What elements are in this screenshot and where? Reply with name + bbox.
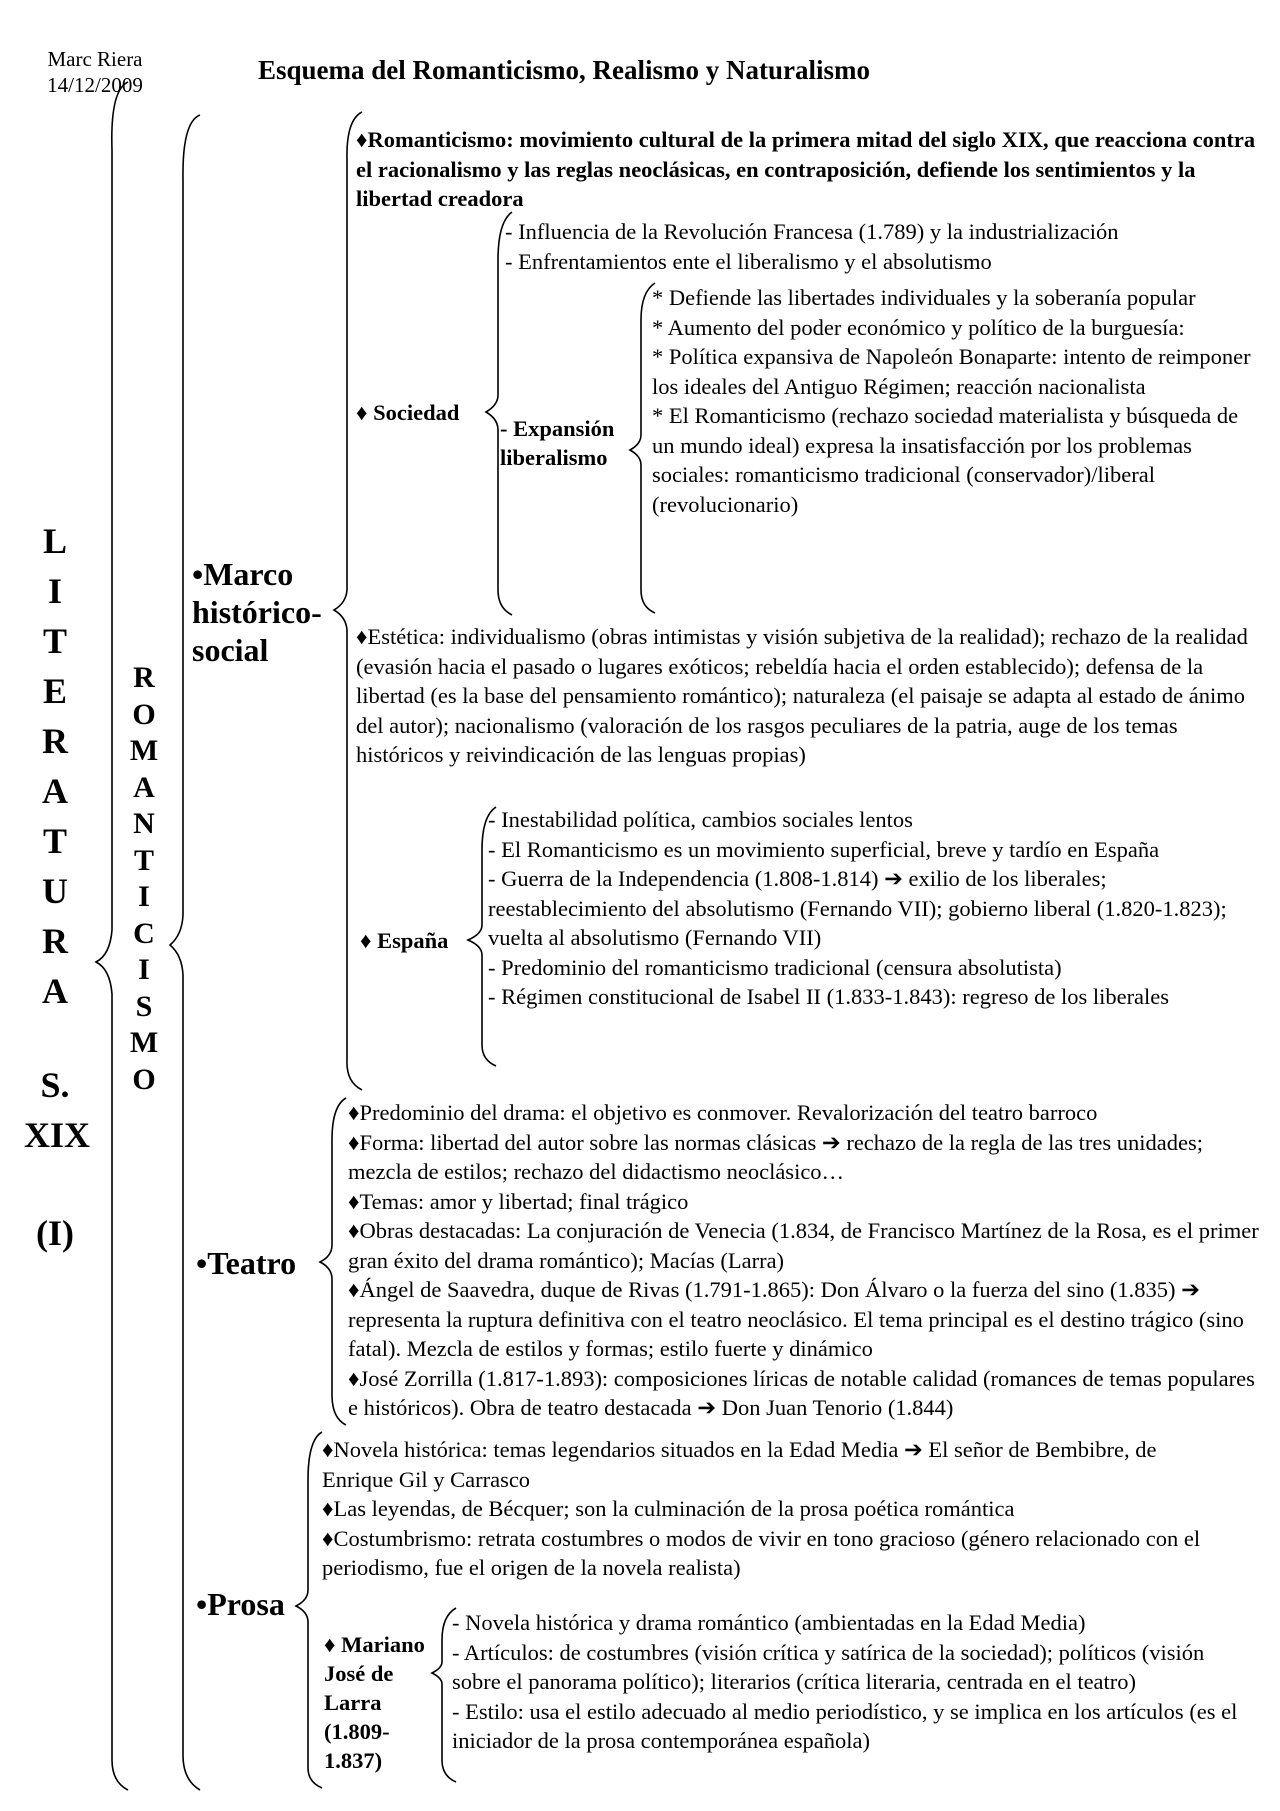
xix-label: XIX [24, 1115, 91, 1155]
list-item: - Influencia de la Revolución Francesa (1.789) y la industrialización [505, 219, 1119, 244]
larra-items [452, 1608, 1242, 1756]
list-item: - Estilo: usa el estilo adecuado al medio periodístico, y se implica en los artículos (es el iniciador de la prosa contemporánea española) [452, 1698, 1238, 1753]
list-item: ♦ Ángel de Saavedra, duque de Rivas (1.791-1.865): Don Álvaro o la fuerza del sino (1.835) ➔ representa la ruptura definitiva con el teatro neoclásico. El tema principal es el destino trágico (sino fatal). Mezcla de estilos y formas; estilo fuerte y dinámico [348, 1275, 1268, 1364]
list-item: ♦ Costumbrismo: retrata costumbres o modos de vivir en tono gracioso (género relacionado con el periodismo, fue el origen de la novela realista) [322, 1524, 1222, 1583]
letter: T [42, 621, 67, 661]
letter: N [133, 807, 155, 840]
list-item: ♦ José Zorrilla (1.817-1.893): composiciones líricas de notable calidad (romances de temas populares e históricos). Obra de teatro destacada ➔ Don Juan Tenorio (1.844) [348, 1364, 1268, 1423]
letter: R [42, 921, 68, 961]
list-item: - Guerra de la Independencia (1.808-1.814) ➔ exilio de los liberales; reestablecimiento del absolutismo (Fernando VII); gobierno liberal (1.820-1.823); vuelta al absolutismo (Fernando VII) [488, 866, 1227, 950]
list-item: * Política expansiva de Napoleón Bonaparte: intento de reimponer los ideales del Antiguo Régimen; reacción nacionalista [652, 344, 1251, 399]
estetica-block: ♦ Estética: individualismo (obras intimistas y visión subjetiva de la realidad); rechazo de la realidad (evasión hacia el pasado o lugares exóticos; rebeldía hacia el orden establecido); defensa de la libertad (es la base del pensamiento romántico); naturaleza (el paisaje se adapta al estado de ánimo del autor); nacionalismo (valoración de los rasgos peculiares de la patria, auge de los temas históricos y reivindicación de las lenguas propias) [356, 622, 1256, 770]
list-item: * Aumento del poder económico y político de la burguesía: [652, 314, 1185, 340]
larra-label: ♦ Mariano José de Larra (1.809- 1.837) [324, 1632, 425, 1773]
letter: R [133, 661, 155, 694]
letter: S [135, 989, 153, 1023]
prosa-label: •Prosa [196, 1586, 285, 1622]
list-item: - Enfrentamientos ente el liberalismo y el absolutismo [505, 248, 992, 274]
letter: M [129, 1026, 159, 1059]
siglo-label: S. [40, 1065, 70, 1105]
letter: O [132, 1062, 156, 1096]
letter: M [129, 734, 159, 767]
date: 14/12/2009 [47, 73, 143, 97]
list-item: ♦ Novela histórica: temas legendarios situados en la Edad Media ➔ El señor de Bembibre, de Enrique Gil y Carrasco [322, 1435, 1222, 1494]
teatro-label: •Teatro [196, 1245, 297, 1281]
brace-teatro [320, 1098, 346, 1425]
romanticismo-vertical [124, 660, 164, 1098]
expansion-items [652, 283, 1252, 519]
list-item: - Predominio del romanticismo tradicional (censura absolutista) [488, 954, 1062, 980]
list-item: - Artículos: de costumbres (visión crítica y satírica de la sociedad); políticos (visión sobre el panorama político); literarios (crítica literaria, centrada en el teatro) [452, 1639, 1205, 1694]
list-item: ♦ Obras destacadas: La conjuración de Venecia (1.834, de Francisco Martínez de la Rosa, es el primer gran éxito del drama romántico); Macías (Larra) [348, 1216, 1268, 1275]
brace-prosa [296, 1432, 322, 1788]
list-item: * Defiende las libertades individuales y la soberanía popular [652, 285, 1196, 310]
author: Marc Riera [47, 47, 143, 71]
list-item: ♦ Las leyendas, de Bécquer; son la culminación de la prosa poética romántica [322, 1494, 1222, 1524]
list-item: - Inestabilidad política, cambios sociales lentos [488, 807, 913, 832]
brace-romanticismo [170, 115, 200, 1790]
letter: T [133, 843, 154, 877]
teatro-items [348, 1098, 1268, 1423]
expansion-label: - Expansión liberalismo [500, 416, 615, 470]
espana-label: ♦ España [360, 928, 449, 953]
list-item: - El Romanticismo es un movimiento superficial, breve y tardío en España [488, 836, 1160, 862]
romanticismo-definition: ♦ Romanticismo: movimiento cultural de la primera mitad del siglo XIX, que reacciona contra el racionalismo y las reglas neoclásicas, en contraposición, defiende los sentimientos y la libertad creadora [356, 125, 1256, 214]
list-item: ♦ Predominio del drama: el objetivo es conmover. Revalorización del teatro barroco [348, 1098, 1268, 1128]
espana-items [488, 805, 1258, 1012]
letter: A [133, 770, 155, 804]
part-label: (I) [36, 1213, 74, 1253]
literatura-vertical [25, 516, 85, 1016]
letter: T [42, 821, 67, 861]
list-item: ♦ Temas: amor y libertad; final trágico [348, 1187, 1268, 1217]
letter: L [42, 521, 67, 561]
marco-label: •Marco histórico- social [192, 556, 322, 668]
letter: R [42, 721, 68, 761]
letter: U [42, 871, 68, 911]
list-item: * El Romanticismo (rechazo sociedad materialista y búsqueda de un mundo ideal) expresa la insatisfacción por los problemas sociales: romanticismo tradicional (conservador)/liberal (revolucionario) [652, 403, 1239, 517]
list-item: - Régimen constitucional de Isabel II (1.833-1.843): regreso de los liberales [488, 984, 1170, 1009]
sociedad-items [505, 217, 1265, 276]
letter: E [42, 671, 67, 711]
letter: I [138, 953, 150, 986]
letter: I [47, 571, 62, 611]
letter: O [132, 697, 156, 731]
letter: C [133, 916, 155, 950]
prosa-items [322, 1435, 1222, 1583]
letter: A [42, 971, 68, 1011]
list-item: - Novela histórica y drama romántico (ambientadas en la Edad Media) [452, 1610, 1086, 1635]
letter: A [42, 771, 68, 811]
list-item: ♦ Forma: libertad del autor sobre las normas clásicas ➔ rechazo de la regla de las tres unidades; mezcla de estilos; rechazo del didactismo neoclásico… [348, 1128, 1268, 1187]
sociedad-label: ♦ Sociedad [356, 400, 460, 425]
letter: I [138, 880, 150, 913]
page-title: Esquema del Romanticismo, Realismo y Naturalismo [258, 55, 870, 85]
